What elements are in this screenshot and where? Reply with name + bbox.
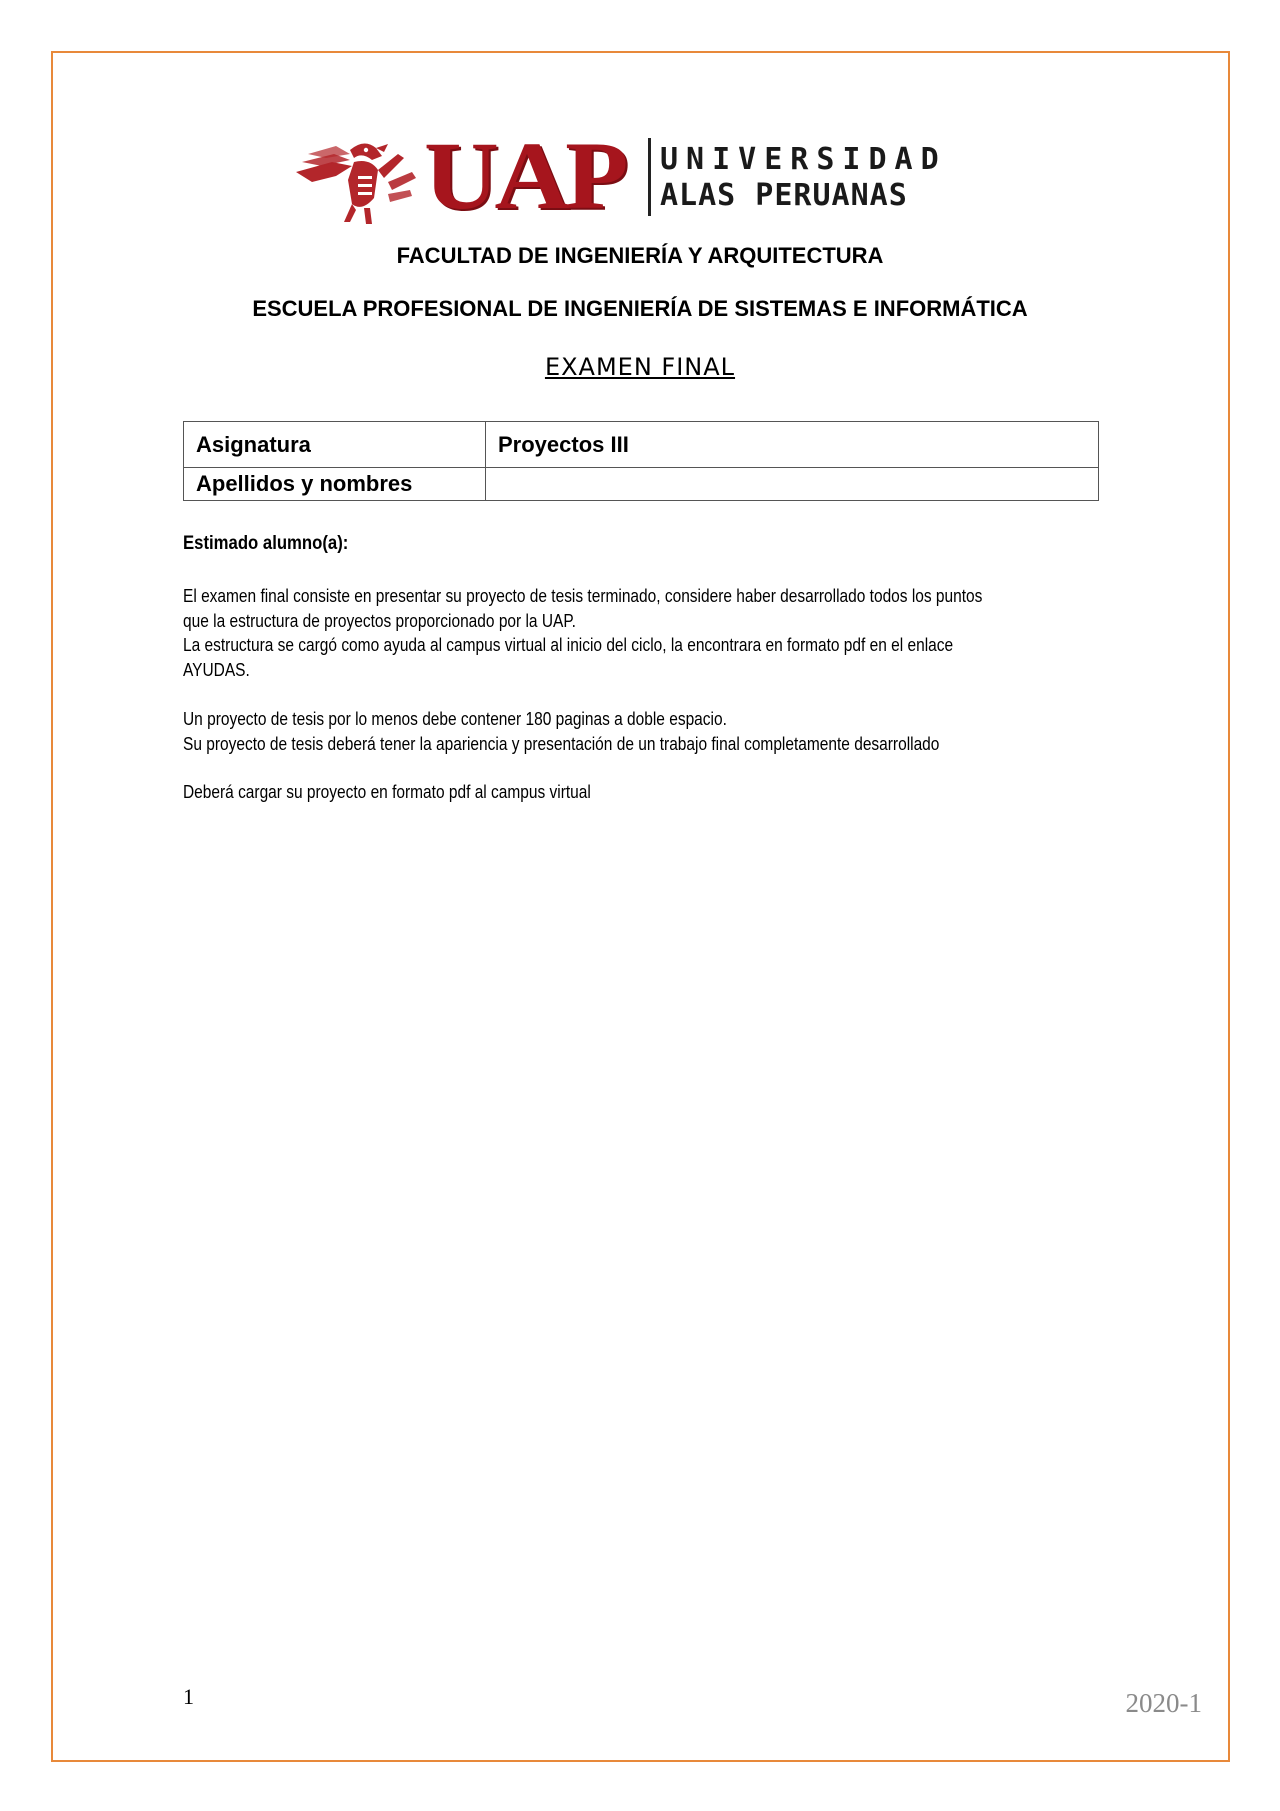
subject-label: Asignatura xyxy=(184,422,486,468)
exam-title: EXAMEN FINAL xyxy=(544,353,736,381)
logo-name-line2: ALAS PERUANAS xyxy=(660,178,908,213)
paragraph-line: Su proyecto de tesis deberá tener la apariencia y presentación de un trabajo final completamente desarrollado xyxy=(183,733,940,754)
paragraph-line: Deberá cargar su proyecto en formato pdf al campus virtual xyxy=(183,782,591,802)
table-row xyxy=(184,468,1099,501)
logo-name-line1: UNIVERSIDAD xyxy=(660,142,947,177)
faculty-heading: FACULTAD DE INGENIERÍA Y ARQUITECTURA xyxy=(396,243,884,268)
paragraph-line: AYUDAS. xyxy=(183,659,250,680)
paragraph-line: que la estructura de proyectos proporcionado por la UAP. xyxy=(183,610,576,631)
info-table xyxy=(183,421,1099,501)
table-row xyxy=(184,422,1099,468)
school-heading: ESCUELA PROFESIONAL DE INGENIERÍA DE SISTEMAS E INFORMÁTICA xyxy=(252,296,1028,321)
instructions-paragraph-1 xyxy=(183,584,1103,682)
subject-value: Proyectos III xyxy=(486,422,1099,468)
paragraph-line: Un proyecto de tesis por lo menos debe contener 180 paginas a doble espacio. xyxy=(183,709,727,729)
page-number: 1 xyxy=(183,1684,194,1709)
greeting: Estimado alumno(a): xyxy=(183,533,349,554)
student-name-field[interactable] xyxy=(486,468,1099,501)
logo-separator xyxy=(648,138,651,216)
university-logo xyxy=(292,122,972,229)
paragraph-line: La estructura se cargó como ayuda al campus virtual al inicio del ciclo, la encontrara en formato pdf en el enlace xyxy=(183,635,954,655)
instructions-paragraph-3 xyxy=(183,780,1103,805)
student-name-label: Apellidos y nombres xyxy=(184,468,486,501)
condor-emblem-icon xyxy=(292,132,424,226)
instructions-paragraph-2 xyxy=(183,707,1103,756)
logo-acronym: UAP xyxy=(424,122,625,229)
academic-period: 2020-1 xyxy=(1125,1688,1202,1718)
paragraph-line: El examen final consiste en presentar su proyecto de tesis terminado, considere haber desarrollado todos los puntos xyxy=(183,586,983,606)
